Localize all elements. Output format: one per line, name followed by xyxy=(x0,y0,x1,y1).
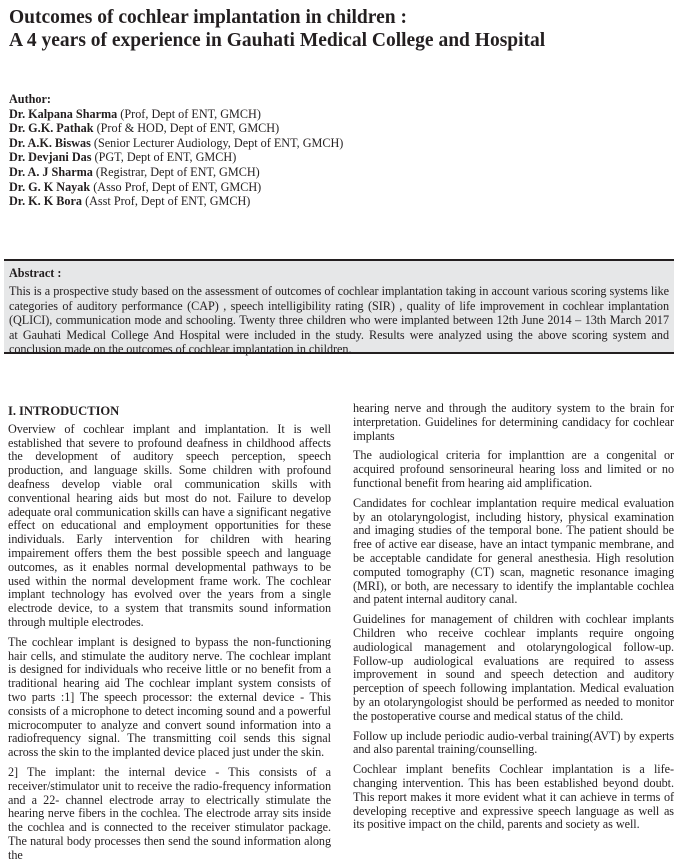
body-paragraph: The audiological criteria for implanttion are a congenital or acquired profound sensorineural hearing loss and limited or no functional benefit from hearing aid amplification. xyxy=(353,448,674,490)
author-role: (Senior Lecturer Audiology, Dept of ENT, GMCH) xyxy=(90,135,344,150)
section-heading: I. INTRODUCTION xyxy=(8,404,120,418)
author-role: (Asso Prof, Dept of ENT, GMCH) xyxy=(90,179,262,194)
body-paragraph: 2] The implant: the internal device - This consists of a receiver/stimulator unit to receive the radio-frequency information and a 22- channel electrode array to electrically stimulate the hearing nerve fibers in the cochlea. The electrode array sits inside the cochlea and is connected to the receiver stimulator package. The natural body processes then send the sound information along the xyxy=(8,764,331,862)
author-entry xyxy=(9,165,343,180)
body-paragraph: Candidates for cochlear implantation require medical evaluation by an otolaryngologist, including history, physical examination and imaging studies of the temporal bone. The patient should be free of active ear disease, have an intact tympanic membrane, and be acceptable candidate for general anesthesia. High resolution computed tomography (CT) scan, magnetic resonance imaging (MRI), or both, are necessary to identify the implantable cochlea and patent internal auditory canal. xyxy=(353,495,674,607)
author-name: Dr. Kalpana Sharma xyxy=(9,106,118,121)
author-entry xyxy=(9,194,343,209)
author-name: Dr. G.K. Pathak xyxy=(9,121,94,136)
author-name: Dr. K. K Bora xyxy=(9,194,83,209)
author-entry xyxy=(9,121,343,136)
body-paragraph: Cochlear implant benefits Cochlear implantation is a life- changing intervention. This has been established beyond doubt. This report makes it more evident what it can achieve in terms of developing receptive and expressive speech language as well as its positive impact on the child, parents and society as well. xyxy=(353,762,674,832)
abstract-box xyxy=(4,259,674,357)
right-column xyxy=(353,402,674,832)
body-paragraph: hearing nerve and through the auditory system to the brain for interpretation. Guidelines for determining candidacy for cochlear implants xyxy=(353,401,674,443)
author-entry xyxy=(9,136,343,151)
abstract-header: Abstract : xyxy=(9,266,62,280)
body-paragraph: Overview of cochlear implant and implantation. It is well established that severe to profound deafness in childhood affects the development of auditory speech perception, speech production, and language skills. Some children with profound deafness develop viable oral communication skills with conventional hearing aids but most do not. Failure to develop adequate oral communication skills can have a significant negative effect on educational and employment opportunities for these individuals. Early intervention for children with hearing impairement offers them the best possible speech and language outcomes, as it enables normal developmental pathways to be used within the normal development frame work. The cochlear implant technology has evolved over the years from a single electrode device, to a system that transmits sound information through multiple electrodes. xyxy=(8,421,331,629)
paper-title xyxy=(9,6,673,52)
author-name: Dr. G. K Nayak xyxy=(9,179,91,194)
abstract-text: This is a prospective study based on the assessment of outcomes of cochlear implantation taking in account various scoring systems like categories of auditory performance (CAP) , speech intelligibility rating (SIR) , quality of life improvement in cochlear implantation (QLICI), communication mode and schooling. Twenty three children who were implanted between 12th June 2014 – 13th March 2017 at Gauhati Medical College And Hospital were included in the study. Results were analyzed using the above scoring system and conclusion made on the outcomes of cochlear implantation in children. xyxy=(9,284,669,357)
title-line-1: Outcomes of cochlear implantation in children : xyxy=(9,7,407,28)
author-role: (Prof & HOD, Dept of ENT, GMCH) xyxy=(93,121,280,136)
left-column xyxy=(8,402,331,863)
author-entry xyxy=(9,107,343,122)
author-header: Author: xyxy=(9,92,51,106)
author-block xyxy=(9,92,343,209)
title-line-2: A 4 years of experience in Gauhati Medical College and Hospital xyxy=(9,30,546,51)
author-role: (Asst Prof, Dept of ENT, GMCH) xyxy=(82,194,251,209)
author-role: (Prof, Dept of ENT, GMCH) xyxy=(117,106,261,121)
author-role: (PGT, Dept of ENT, GMCH) xyxy=(91,150,237,165)
author-name: Dr. A.K. Biswas xyxy=(9,135,91,150)
author-entry xyxy=(9,150,343,165)
author-name: Dr. A. J Sharma xyxy=(9,164,93,179)
body-paragraph: The cochlear implant is designed to bypass the non-functioning hair cells, and stimulate the auditory nerve. The cochlear implant is designed for individuals who receive little or no benefit from a traditional hearing aid The cochlear implant system consists of two parts :1] The speech processor: the external device - This consists of a microphone to detect incoming sound and a powerful microcomputer to analyze and convert sound information into a radiofrequency signal. The transmitting coil sends this signal across the skin to the implanted device placed just under the skin. xyxy=(8,634,331,760)
body-paragraph: Follow up include periodic audio-verbal training(AVT) by experts and also parental training/counselling. xyxy=(353,728,674,757)
body-paragraph: Guidelines for management of children with cochlear implants Children who receive cochlear implants require ongoing audiological management and otolaryngological follow-up. Follow-up audiological evaluations are required to assess improvement in sound and speech detection and auditory perception of speech following implantation. Medical evaluation by an otolaryngologist should be performed as needed to monitor the postoperative course and medical status of the child. xyxy=(353,612,674,723)
author-role: (Registrar, Dept of ENT, GMCH) xyxy=(92,164,260,179)
author-entry xyxy=(9,180,343,195)
author-name: Dr. Devjani Das xyxy=(9,150,92,165)
